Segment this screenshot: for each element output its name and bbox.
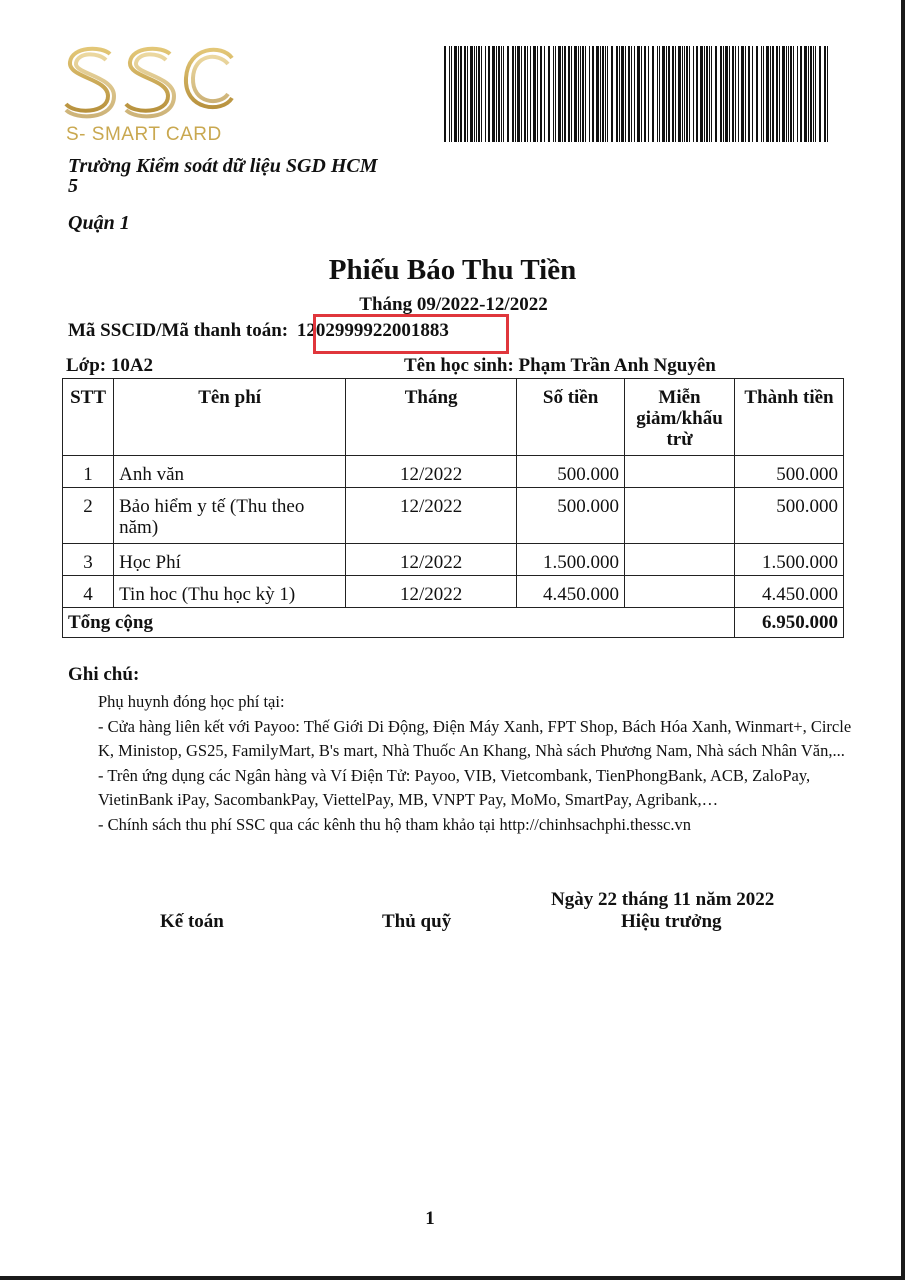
barcode-bar <box>711 46 712 142</box>
barcode-bar <box>689 46 690 142</box>
district: Quận 1 <box>68 212 130 234</box>
table-total-row <box>63 608 844 638</box>
barcode-bar <box>460 46 462 142</box>
barcode-bar <box>686 46 688 142</box>
barcode-bar <box>507 46 509 142</box>
header-month: Tháng <box>346 379 517 456</box>
barcode-bar <box>641 46 642 142</box>
barcode-bar <box>735 46 736 142</box>
barcode-bar <box>524 46 526 142</box>
barcode-bar <box>562 46 563 142</box>
cell-discount <box>625 456 735 488</box>
barcode-bar <box>464 46 466 142</box>
cell-month: 12/2022 <box>346 488 517 544</box>
page-edge-right <box>901 0 905 1280</box>
barcode-bar <box>666 46 667 142</box>
barcode-bar <box>745 46 746 142</box>
barcode-bar <box>589 46 590 142</box>
cell-amount: 500.000 <box>517 488 625 544</box>
cell-stt: 1 <box>63 456 114 488</box>
barcode-bar <box>517 46 520 142</box>
barcode-bar <box>605 46 606 142</box>
barcode-bar <box>555 46 556 142</box>
barcode-bar <box>592 46 594 142</box>
table-header-row <box>63 379 844 456</box>
barcode-bar <box>810 46 812 142</box>
table-row <box>63 488 844 544</box>
barcode-bar <box>498 46 500 142</box>
table-row <box>63 456 844 488</box>
barcode-bar <box>675 46 676 142</box>
header-name: Tên phí <box>114 379 346 456</box>
cell-month: 12/2022 <box>346 576 517 608</box>
barcode-bar <box>634 46 635 142</box>
school-name <box>68 156 378 196</box>
barcode-bar <box>488 46 490 142</box>
barcode-bar <box>637 46 640 142</box>
header-total: Thành tiền <box>735 379 844 456</box>
barcode-bar <box>571 46 572 142</box>
issue-date: Ngày 22 tháng 11 năm 2022 <box>551 889 775 910</box>
barcode-bar <box>709 46 710 142</box>
table-row <box>63 544 844 576</box>
cell-stt: 3 <box>63 544 114 576</box>
barcode-bar <box>657 46 658 142</box>
cell-month: 12/2022 <box>346 456 517 488</box>
payment-code-highlight <box>313 314 509 354</box>
barcode-bar <box>467 46 468 142</box>
barcode-bar <box>527 46 528 142</box>
barcode-bar <box>706 46 708 142</box>
barcode-bar <box>444 46 446 142</box>
barcode-bar <box>611 46 613 142</box>
header-amount: Số tiền <box>517 379 625 456</box>
cell-name: Anh văn <box>114 456 346 488</box>
barcode-bar <box>481 46 482 142</box>
cell-name: Tin hoc (Thu học kỳ 1) <box>114 576 346 608</box>
barcode-bar <box>819 46 821 142</box>
barcode-bar <box>521 46 522 142</box>
notes-body <box>98 690 858 837</box>
barcode-bar <box>741 46 744 142</box>
barcode-bar <box>568 46 570 142</box>
barcode-bar <box>782 46 785 142</box>
barcode-bar <box>659 46 660 142</box>
cell-amount: 500.000 <box>517 456 625 488</box>
barcode-bar <box>458 46 459 142</box>
page-edge-bottom <box>0 1276 905 1280</box>
note-line: - Cửa hàng liên kết với Payoo: Thế Giới Di Động, Điện Máy Xanh, FPT Shop, Bách Hóa Xanh, Winmart+, Circle K, Ministop, GS25, FamilyMart, B's mart, Nhà Thuốc An Khang, Nhà sách Phương Nam, Nhà sách Nhân Văn,... <box>98 716 852 760</box>
payment-code-value: 1202999922001883 <box>296 320 449 341</box>
barcode-bar <box>515 46 516 142</box>
barcode-bar <box>732 46 734 142</box>
barcode-bar <box>668 46 670 142</box>
note-line: - Trên ứng dụng các Ngân hàng và Ví Điện Tử: Payoo, VIB, Vietcombank, TienPhongBank, ACB, ZaloPay, VietinBank iPay, SacombankPay, ViettelPay, MB, VNPT Pay, MoMo, SmartPay, Agribank,… <box>98 765 811 809</box>
barcode-bar <box>693 46 694 142</box>
barcode-bar <box>793 46 794 142</box>
barcode-bar <box>763 46 764 142</box>
cell-total: 1.500.000 <box>735 544 844 576</box>
barcode-bar <box>715 46 717 142</box>
barcode-bar <box>752 46 753 142</box>
cell-name: Bảo hiểm y tế (Thu theo năm) <box>114 488 346 544</box>
barcode-bar <box>815 46 816 142</box>
page-number: 1 <box>425 1208 435 1229</box>
note-line: - Chính sách thu phí SSC qua các kênh thu hộ tham khảo tại http://chinhsachphi.thessc.vn <box>98 814 691 834</box>
barcode-bar <box>600 46 601 142</box>
barcode-bar <box>766 46 769 142</box>
barcode-bar <box>720 46 722 142</box>
barcode-bar <box>616 46 618 142</box>
barcode-bar <box>485 46 486 142</box>
student-info: Tên học sinh: Phạm Trần Anh Nguyên <box>404 355 716 376</box>
barcode-bar <box>628 46 630 142</box>
barcode-bar <box>827 46 828 142</box>
barcode-bar <box>533 46 536 142</box>
barcode-bar <box>723 46 724 142</box>
barcode-bar <box>800 46 802 142</box>
total-label: Tổng cộng <box>63 608 735 638</box>
period-text: Tháng 09/2022-12/2022 <box>359 294 548 315</box>
cell-stt: 4 <box>63 576 114 608</box>
barcode-bar <box>824 46 826 142</box>
barcode-bar <box>678 46 681 142</box>
signature-treasurer: Thủ quỹ <box>382 911 452 932</box>
barcode-bar <box>607 46 608 142</box>
barcode-bar <box>738 46 739 142</box>
barcode-bar <box>788 46 789 142</box>
barcode-bar <box>582 46 584 142</box>
barcode-bar <box>476 46 477 142</box>
barcode-bar <box>512 46 514 142</box>
barcode-bar <box>578 46 579 142</box>
barcode-bar <box>503 46 504 142</box>
barcode-bar <box>804 46 807 142</box>
barcode-bar <box>700 46 703 142</box>
barcode <box>444 46 828 142</box>
barcode-bar <box>682 46 683 142</box>
cell-discount <box>625 544 735 576</box>
signature-principal: Hiệu trưởng <box>621 911 722 932</box>
barcode-bar <box>725 46 728 142</box>
barcode-bar <box>813 46 814 142</box>
class-info: Lớp: 10A2 <box>66 355 154 376</box>
notes-title: Ghi chú: <box>68 664 140 685</box>
barcode-bar <box>602 46 604 142</box>
barcode-bar <box>672 46 674 142</box>
barcode-bar <box>580 46 581 142</box>
barcode-bar <box>553 46 554 142</box>
barcode-bar <box>772 46 774 142</box>
barcode-bar <box>558 46 561 142</box>
barcode-bar <box>696 46 698 142</box>
barcode-bar <box>684 46 685 142</box>
header-stt: STT <box>63 379 114 456</box>
barcode-bar <box>470 46 473 142</box>
barcode-bar <box>776 46 778 142</box>
barcode-bar <box>631 46 632 142</box>
barcode-bar <box>492 46 495 142</box>
barcode-bar <box>501 46 502 142</box>
barcode-bar <box>704 46 705 142</box>
barcode-bar <box>540 46 542 142</box>
barcode-bar <box>449 46 450 142</box>
barcode-bar <box>496 46 497 142</box>
payment-code-label: Mã SSCID/Mã thanh toán: <box>68 320 289 341</box>
barcode-bar <box>621 46 624 142</box>
cell-total: 500.000 <box>735 456 844 488</box>
document-title: Phiếu Báo Thu Tiền <box>328 254 577 286</box>
barcode-bar <box>619 46 620 142</box>
cell-discount <box>625 576 735 608</box>
barcode-bar <box>454 46 457 142</box>
school-suffix: 5 <box>68 175 78 197</box>
barcode-bar <box>596 46 599 142</box>
barcode-bar <box>548 46 550 142</box>
barcode-bar <box>478 46 480 142</box>
barcode-bar <box>648 46 649 142</box>
barcode-bar <box>564 46 566 142</box>
cell-month: 12/2022 <box>346 544 517 576</box>
fee-table <box>62 378 844 638</box>
logo-subtitle: S- SMART CARD <box>66 124 222 145</box>
barcode-bar <box>790 46 792 142</box>
barcode-bar <box>585 46 586 142</box>
cell-total: 4.450.000 <box>735 576 844 608</box>
barcode-bar <box>537 46 538 142</box>
barcode-bar <box>779 46 780 142</box>
note-line: Phụ huynh đóng học phí tại: <box>98 692 285 711</box>
barcode-bar <box>652 46 654 142</box>
barcode-bar <box>544 46 545 142</box>
barcode-bar <box>644 46 646 142</box>
cell-amount: 4.450.000 <box>517 576 625 608</box>
barcode-bar <box>797 46 798 142</box>
total-value: 6.950.000 <box>735 608 844 638</box>
barcode-bar <box>625 46 626 142</box>
table-row <box>63 576 844 608</box>
header-discount: Miễn giảm/khấu trừ <box>625 379 735 456</box>
barcode-bar <box>770 46 771 142</box>
barcode-bar <box>761 46 762 142</box>
cell-total: 500.000 <box>735 488 844 544</box>
barcode-bar <box>530 46 531 142</box>
barcode-bar <box>808 46 809 142</box>
barcode-bar <box>729 46 730 142</box>
barcode-bar <box>756 46 758 142</box>
barcode-bar <box>574 46 577 142</box>
barcode-bar <box>662 46 665 142</box>
school-name-text: Trường Kiểm soát dữ liệu SGD HCM <box>68 155 378 177</box>
cell-stt: 2 <box>63 488 114 544</box>
barcode-bar <box>786 46 787 142</box>
barcode-bar <box>474 46 475 142</box>
barcode-bar <box>451 46 452 142</box>
barcode-bar <box>748 46 750 142</box>
signature-accountant: Kế toán <box>160 911 224 932</box>
cell-amount: 1.500.000 <box>517 544 625 576</box>
period <box>0 294 905 316</box>
cell-discount <box>625 488 735 544</box>
cell-name: Học Phí <box>114 544 346 576</box>
